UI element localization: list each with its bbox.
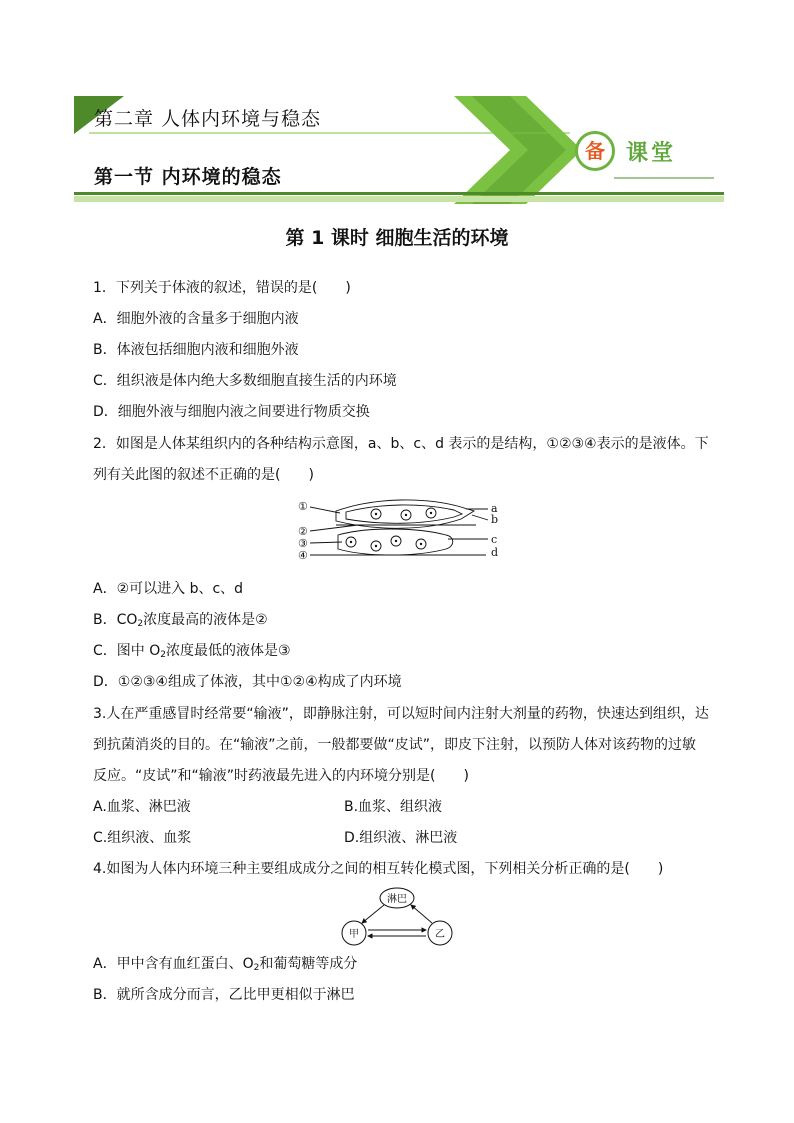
node-lymph-label: 淋巴 (387, 894, 407, 905)
fig-label-2: ② (298, 525, 308, 538)
fig-label-1: ① (298, 500, 308, 513)
q1-option-d: D．细胞外液与细胞内液之间要进行物质交换 (93, 404, 370, 420)
q3-option-b: B.血浆、组织液 (344, 799, 443, 815)
fig-label-3: ③ (298, 537, 308, 550)
section-title: 第一节 内环境的稳态 (94, 166, 282, 188)
badge-label: 课堂 (626, 141, 677, 166)
capillary-outer (336, 500, 474, 528)
fig-label-d: d (491, 546, 499, 559)
q2-stem-line1: 2．如图是人体某组织内的各种结构示意图，a、b、c、d 表示的是结构，①②③④表示的是液体。下 (93, 436, 709, 452)
arrow-yi-to-lymph (411, 905, 432, 923)
fig-label-c: c (491, 533, 498, 546)
fig-label-a: a (491, 502, 498, 515)
chapter-title: 第二章 人体内环境与稳态 (94, 108, 322, 130)
q3-stem-line1: 3.人在严重感冒时经常要“输液”，即静脉注射，可以短时间内注射大剂量的药物，快速达到组织，达 (93, 706, 709, 722)
q4-option-a: A．甲中含有血红蛋白、$O_2$和葡萄糖等成分 (93, 956, 358, 973)
q2-stem-line2: 列有关此图的叙述不正确的是( ) (93, 467, 314, 483)
q3-option-c: C.组织液、血浆 (93, 830, 192, 846)
q1-option-c: C．组织液是体内绝大多数细胞直接生活的内环境 (93, 373, 397, 389)
q4-option-b: B．就所含成分而言，乙比甲更相似于淋巴 (93, 987, 355, 1003)
q3-option-a: A.血浆、淋巴液 (93, 799, 191, 815)
q3-option-d: D.组织液、淋巴液 (344, 830, 458, 846)
arrow-lymph-to-jia (362, 905, 384, 923)
q1-stem: 1．下列关于体液的叙述，错误的是( ) (93, 280, 351, 296)
node-yi-label: 乙 (435, 929, 445, 940)
banner-bottom-bar-light (74, 196, 724, 202)
q2-option-d: D．①②③④组成了体液，其中①②④构成了内环境 (93, 674, 402, 690)
q3-stem-line3: 反应。“皮试”和“输液”时药液最先进入的内环境分别是( ) (93, 768, 469, 784)
q4-stem: 4.如图为人体内环境三种主要组成成分之间的相互转化模式图，下列相关分析正确的是( ) (93, 861, 664, 877)
q1-option-a: A．细胞外液的含量多于细胞内液 (93, 311, 299, 327)
q3-stem-line2: 到抗菌消炎的目的。在“输液”之前，一般都要做“皮试”，即皮下注射，以预防人体对该药物的过敏 (93, 737, 697, 753)
q2-option-c: C．图中 $O_2$浓度最低的液体是③ (93, 643, 291, 660)
tissue-structure-diagram (296, 497, 502, 567)
q2-option-b: B．$CO_2$浓度最高的液体是② (93, 612, 268, 629)
fig-label-4: ④ (298, 549, 308, 562)
q2-option-a: A．②可以进入 b、c、d (93, 581, 244, 597)
q1-option-b: B．体液包括细胞内液和细胞外液 (93, 342, 299, 358)
fluid-conversion-diagram (336, 886, 458, 948)
node-jia-label: 甲 (349, 929, 359, 940)
capillary-inner (346, 505, 462, 523)
banner-bottom-bar-dark (74, 192, 724, 195)
fig-label-b: b (491, 513, 499, 526)
badge-icon: 备 (575, 131, 615, 171)
lesson-title: 第 1 课时 细胞生活的环境 (285, 227, 509, 249)
